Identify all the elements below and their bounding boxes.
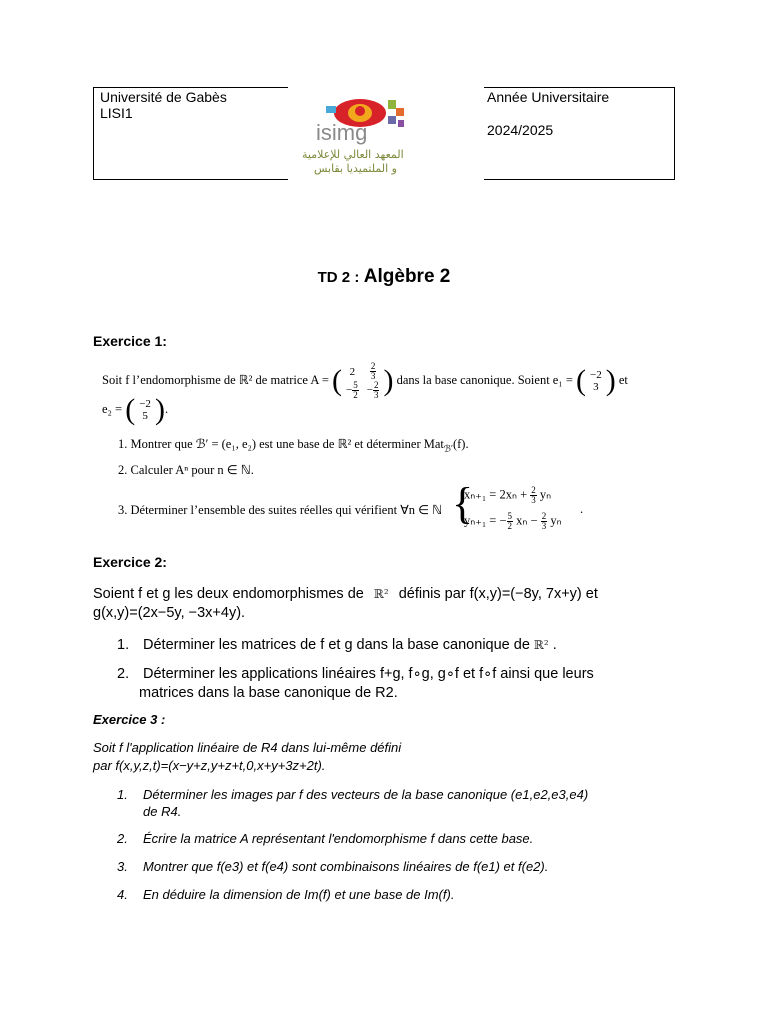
exercise1-q1-text: 1. Montrer que ℬ′ = (e₁, e₂) est une base de ℝ² et déterminer Mat xyxy=(118,437,444,451)
exercise1-q2: 2. Calculer Aⁿ pour n ∈ ℕ. xyxy=(118,463,254,477)
exercise3-intro-line2: par f(x,y,z,t)=(x−y+z,y+z+t,0,x+y+3z+2t). xyxy=(93,758,326,773)
title-prefix: TD 2 : xyxy=(317,269,360,286)
academic-year-value: 2024/2025 xyxy=(487,122,554,138)
exercise3-q4-number: 4. xyxy=(117,887,128,902)
exercise3-q2-number: 2. xyxy=(117,831,128,846)
vector-e2 xyxy=(135,398,155,422)
matrix-right-paren: ) xyxy=(383,364,394,397)
matrix-a12: $\frac{2}{3}$ xyxy=(370,361,376,381)
exercise1-e2: e₂ = ( −2 5 ). xyxy=(102,393,169,426)
vector-e1 xyxy=(586,369,606,393)
exercise3-q1-line2: de R4. xyxy=(143,804,182,819)
exercise2-intro-line1 xyxy=(93,585,598,604)
exercise2-intro-a: Soient f et g les deux endomorphismes de xyxy=(93,586,364,602)
exercise3-intro-line1: Soit f l'application linéaire de R4 dans lui-même défini xyxy=(93,740,402,755)
exercise1-q1 xyxy=(118,436,469,455)
matrix-a22: − $\frac{2}{3}$ xyxy=(366,380,379,400)
exercise2-q2-line1: Déterminer les applications linéaires f+g, f∘g, g∘f et f∘f ainsi que leurs xyxy=(143,666,594,682)
e2-bottom: 5 xyxy=(142,410,148,422)
title-main: Algèbre 2 xyxy=(363,266,451,287)
exercise3-q1-line1: Déterminer les images par f des vecteurs de la base canonique (e1,e2,e3,e4) xyxy=(143,787,589,802)
exercise1-intro-b: dans la base canonique. Soient e₁ = xyxy=(396,372,573,387)
exercise2-q2-line2: matrices dans la base canonique de R2. xyxy=(139,685,398,701)
program-name: LISI1 xyxy=(100,105,133,121)
exercise1-heading: Exercice 1: xyxy=(93,333,167,349)
page-title xyxy=(0,266,768,288)
exercise2-heading: Exercice 2: xyxy=(93,554,167,570)
exercise3-q2: Écrire la matrice A représentant l'endomorphisme f dans cette base. xyxy=(143,831,534,846)
exercise1-q1-sub: ℬ′ xyxy=(443,443,453,454)
svg-text:و الملتميديا بقابس: و الملتميديا بقابس xyxy=(314,162,397,175)
institute-logo xyxy=(288,86,484,182)
exercise2-intro-line2: g(x,y)=(2x−5y, −3x+4y). xyxy=(93,605,246,621)
svg-text:المعهد العالي للإعلامية: المعهد العالي للإعلامية xyxy=(302,148,404,161)
r2-symbol: ℝ² xyxy=(373,587,389,601)
exercise3-q4: En déduire la dimension de Im(f) et une base de Im(f). xyxy=(143,887,455,902)
exercise2-q1-number: 1. xyxy=(117,637,130,653)
exercise2-q1-end: . xyxy=(552,637,557,653)
matrix-a21: − $\frac{5}{2}$ xyxy=(346,380,358,400)
exercise3-q3-number: 3. xyxy=(117,859,128,874)
matrix-left-paren: ( xyxy=(332,364,343,397)
e1-right-paren: ) xyxy=(605,364,616,397)
e1-left-paren: ( xyxy=(576,364,587,397)
e2-top: −2 xyxy=(139,398,151,410)
system-line-2: yₙ₊₁ = − $\frac{5}{2}$ xₙ − $\frac{2}{3}$ yₙ xyxy=(464,511,562,531)
r2-symbol-2: ℝ² xyxy=(533,638,549,652)
logo-graphic xyxy=(288,86,484,182)
e1-top: −2 xyxy=(590,369,602,381)
e2-label: e₂ = xyxy=(102,401,123,416)
exercise2-q1 xyxy=(143,636,557,655)
exercise2-q2-number: 2. xyxy=(117,666,130,682)
system-brace: { xyxy=(452,479,474,528)
exercise3-heading: Exercice 3 : xyxy=(93,712,166,727)
e2-left-paren: ( xyxy=(125,393,136,426)
matrix-a11: 2 xyxy=(349,365,356,378)
exercise2-q1-text: Déterminer les matrices de f et g dans la base canonique de xyxy=(143,637,530,653)
svg-text:isimg: isimg xyxy=(316,120,368,145)
university-name: Université de Gabès xyxy=(100,89,227,105)
exercise1-intro xyxy=(102,362,628,400)
exercise1-intro-c: et xyxy=(618,372,628,387)
e1-bottom: 3 xyxy=(593,381,599,393)
exercise1-q1-end: (f). xyxy=(452,437,469,451)
exercise3-q3: Montrer que f(e3) et f(e4) sont combinaisons linéaires de f(e1) et f(e2). xyxy=(143,859,549,874)
exercise1-q3: 3. Déterminer l’ensemble des suites réelles qui vérifient ∀n ∈ ℕ xyxy=(118,503,443,517)
exercise3-q1-number: 1. xyxy=(117,787,128,802)
academic-year-label: Année Universitaire xyxy=(487,89,610,105)
system-line-1: xₙ₊₁ = 2xₙ + $\frac{2}{3}$ yₙ xyxy=(464,485,552,505)
exercise2-intro-b: définis par f(x,y)=(−8y, 7x+y) et xyxy=(398,586,598,602)
exercise1-intro-a: Soit f l’endomorphisme de ℝ² de matrice A = xyxy=(102,372,329,387)
matrix-A xyxy=(342,362,383,400)
e2-right-paren: ) xyxy=(154,393,165,426)
